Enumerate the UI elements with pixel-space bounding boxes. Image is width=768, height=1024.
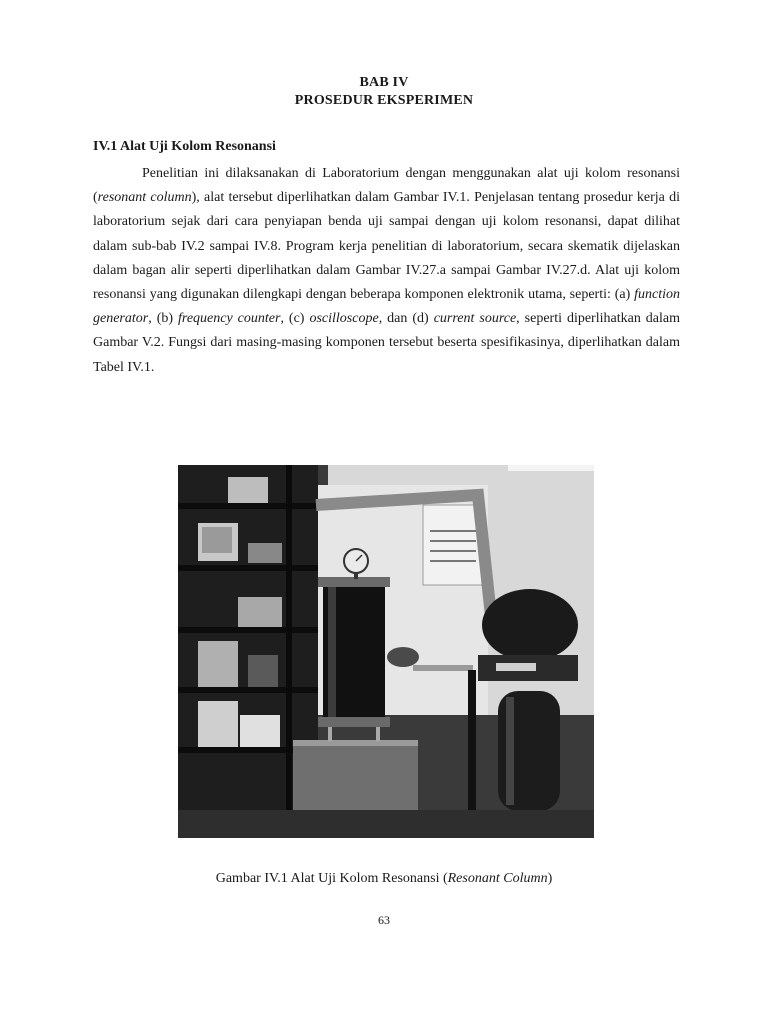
- body-paragraph: [93, 162, 680, 380]
- paragraph-italic: current source: [433, 311, 517, 327]
- caption-text: Gambar IV.1 Alat Uji Kolom Resonansi (: [215, 871, 448, 886]
- paragraph-text: Penelitian ini dilaksanakan di Laboratorium dengan menggunakan alat uji kolom resonansi (: [93, 166, 680, 206]
- caption-text: ): [547, 871, 553, 886]
- resonant-column-photo: [178, 465, 594, 838]
- section-heading: IV.1 Alat Uji Kolom Resonansi: [93, 139, 276, 154]
- chapter-title: PROSEDUR EKSPERIMEN: [294, 93, 474, 108]
- paragraph-italic: oscilloscope: [309, 311, 379, 327]
- caption-italic: Resonant Column: [447, 871, 548, 886]
- paragraph-text: ), alat tersebut diperlihatkan dalam Gambar IV.1. Penjelasan tentang prosedur kerja di laboratorium sejak dari cara penyiapan benda uji sampai dengan uji kolom resonansi, dapat dilihat dalam sub-bab IV.2 sampai IV.8. Program kerja penelitian di laboratorium, secara skematik dijelaskan dalam bagan alir seperti diperlihatkan dalam Gambar IV.27.a sampai Gambar IV.27.d. Alat uji kolom resonansi yang digunakan dilengkapi dengan beberapa komponen elektronik utama, seperti: (a): [93, 190, 680, 303]
- paragraph-text: , (b): [148, 311, 179, 327]
- chapter-number: BAB IV: [359, 75, 409, 90]
- paragraph-text: , (c): [280, 311, 310, 327]
- paragraph-text: , seperti diperlihatkan dalam Gambar V.2. Fungsi dari masing-masing komponen tersebut beserta spesifikasinya, diperlihatkan dalam Tabel IV.1.: [93, 311, 681, 375]
- page-number: 63: [378, 913, 390, 927]
- paragraph-italic: function generator: [93, 287, 680, 327]
- paragraph-text: , dan (d): [378, 311, 434, 327]
- figure-caption: [0, 871, 768, 887]
- paragraph-italic: frequency counter: [178, 311, 281, 327]
- paragraph-italic: resonant column: [97, 190, 192, 206]
